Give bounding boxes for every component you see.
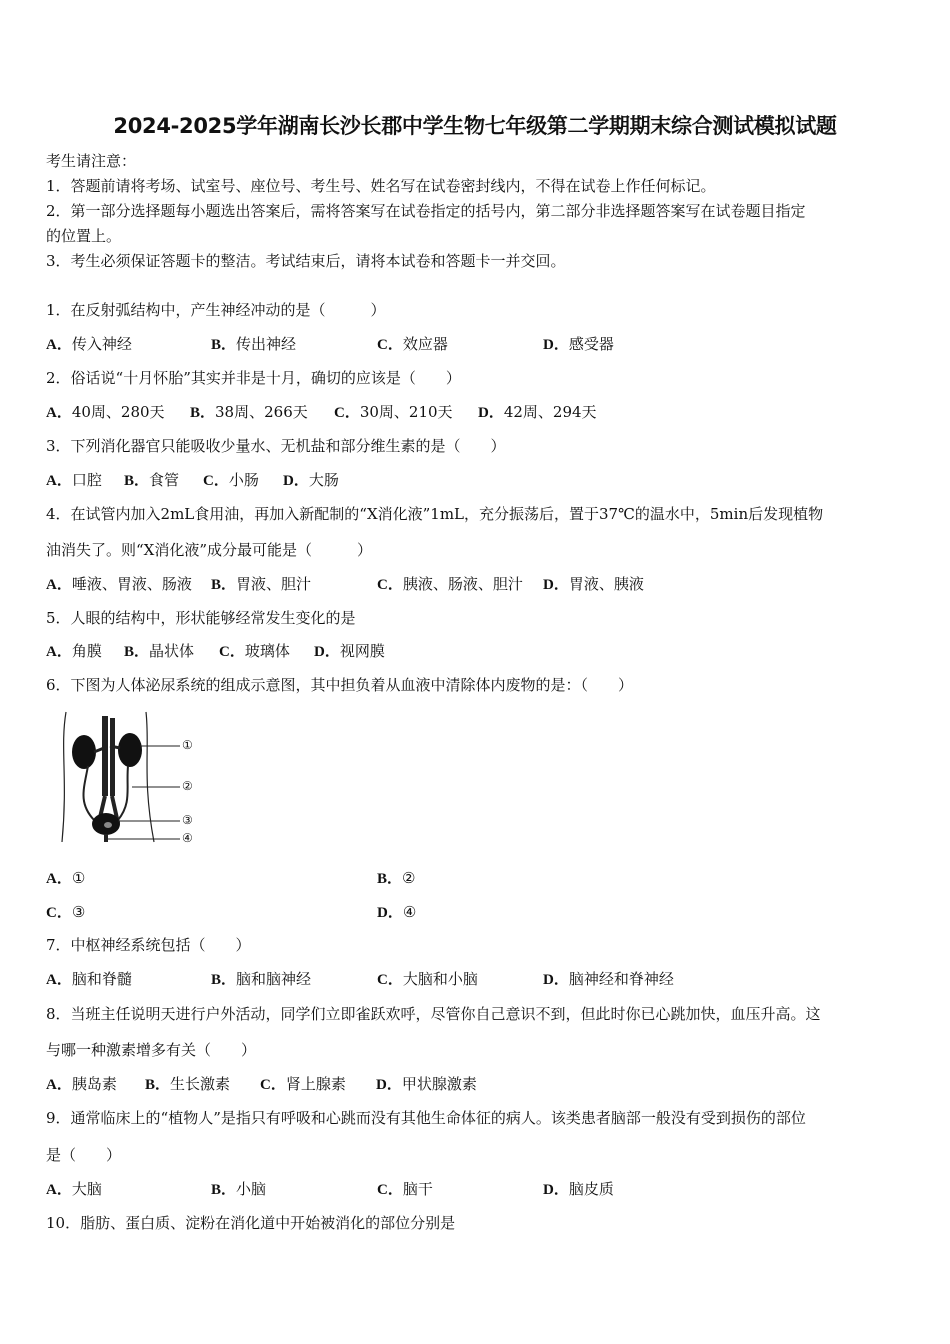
question-7-option-b[interactable] xyxy=(211,969,311,990)
question-4-option-d[interactable] xyxy=(543,574,644,595)
question-9-stem-cont: 是（ ） xyxy=(46,1146,122,1164)
urinary-system-diagram xyxy=(58,708,208,848)
question-9-option-d[interactable] xyxy=(543,1179,614,1200)
option-label: C． xyxy=(334,405,360,421)
question-5-stem: 5．人眼的结构中，形状能够经常发生变化的是 xyxy=(46,609,356,627)
option-label: B． xyxy=(124,644,150,660)
question-2-option-a[interactable] xyxy=(46,402,165,423)
option-label: C． xyxy=(377,337,403,353)
question-1-option-a[interactable] xyxy=(46,334,132,355)
option-label: B． xyxy=(124,473,150,489)
option-text: ④ xyxy=(402,903,417,921)
option-text: 感受器 xyxy=(568,335,614,353)
option-text: 唾液、胃液、肠液 xyxy=(71,575,192,593)
option-text: 食管 xyxy=(149,471,180,489)
option-text: 胰岛素 xyxy=(71,1075,117,1093)
option-text: ② xyxy=(402,869,416,887)
question-3-stem: 3．下列消化器官只能吸收少量水、无机盐和部分维生素的是（ ） xyxy=(46,437,506,455)
option-label: D． xyxy=(543,577,569,593)
option-text: 脑和脑神经 xyxy=(236,970,312,988)
question-6-stem: 6．下图为人体泌尿系统的组成示意图，其中担负着从血液中清除体内废物的是：（ ） xyxy=(46,676,634,694)
question-4-stem: 4．在试管内加入2mL食用油，再加入新配制的“X消化液”1mL，充分振荡后，置于37℃的温水中，5min后发现植物 xyxy=(46,505,824,523)
option-label: D． xyxy=(314,644,340,660)
urinary-system-illustration xyxy=(58,708,208,848)
option-label: B． xyxy=(211,972,237,988)
option-text: 大脑 xyxy=(71,1180,102,1198)
option-label: C． xyxy=(377,577,403,593)
option-label: A． xyxy=(46,473,72,489)
question-2-option-c[interactable] xyxy=(334,402,453,423)
exam-title: 2024-2025学年湖南长沙长郡中学生物七年级第二学期期末综合测试模拟试题 xyxy=(113,114,837,138)
option-text: 大肠 xyxy=(308,471,339,489)
option-text: 脑皮质 xyxy=(568,1180,614,1198)
option-label: C． xyxy=(46,905,72,921)
diagram-label-2: ② xyxy=(182,779,193,793)
question-6-option-a[interactable] xyxy=(46,868,85,889)
option-label: A． xyxy=(46,577,72,593)
option-text: 大脑和小脑 xyxy=(402,970,478,988)
option-text: 胃液、胆汁 xyxy=(236,575,312,593)
option-label: A． xyxy=(46,1077,72,1093)
question-7-stem: 7．中枢神经系统包括（ ） xyxy=(46,936,251,954)
option-text: 小肠 xyxy=(228,471,259,489)
option-label: C． xyxy=(377,972,403,988)
option-text: 玻璃体 xyxy=(244,642,290,660)
question-1-option-d[interactable] xyxy=(543,334,614,355)
question-8-option-d[interactable] xyxy=(376,1074,477,1095)
option-text: 30周、210天 xyxy=(359,403,453,421)
option-text: 40周、280天 xyxy=(71,403,165,421)
question-4-option-c[interactable] xyxy=(377,574,523,595)
question-4-option-b[interactable] xyxy=(211,574,311,595)
question-1-option-c[interactable] xyxy=(377,334,448,355)
question-1-stem: 1．在反射弧结构中，产生神经冲动的是（ ） xyxy=(46,301,386,319)
question-10-stem: 10．脂肪、蛋白质、淀粉在消化道中开始被消化的部位分别是 xyxy=(46,1214,456,1232)
option-label: B． xyxy=(211,577,237,593)
option-text: 视网膜 xyxy=(339,642,385,660)
option-label: D． xyxy=(543,1182,569,1198)
option-label: C． xyxy=(377,1182,403,1198)
option-label: D． xyxy=(376,1077,402,1093)
option-text: 胃液、胰液 xyxy=(568,575,644,593)
option-label: A． xyxy=(46,972,72,988)
diagram-label-1: ① xyxy=(182,738,193,752)
option-label: D． xyxy=(283,473,309,489)
option-label: C． xyxy=(203,473,229,489)
option-label: D． xyxy=(543,972,569,988)
question-8-option-a[interactable] xyxy=(46,1074,117,1095)
option-text: 脑干 xyxy=(402,1180,433,1198)
question-8-option-c[interactable] xyxy=(260,1074,346,1095)
option-label: A． xyxy=(46,644,72,660)
question-3-option-c[interactable] xyxy=(203,470,259,491)
option-label: B． xyxy=(145,1077,171,1093)
notice-item-1: 1．答题前请将考场、试室号、座位号、考生号、姓名写在试卷密封线内，不得在试卷上作任何标记。 xyxy=(46,177,716,195)
question-9-option-c[interactable] xyxy=(377,1179,433,1200)
option-label: B． xyxy=(211,1182,237,1198)
option-text: 胰液、肠液、胆汁 xyxy=(402,575,523,593)
option-text: 肾上腺素 xyxy=(285,1075,346,1093)
option-text: 小脑 xyxy=(236,1180,267,1198)
question-5-option-a[interactable] xyxy=(46,641,102,662)
option-text: ① xyxy=(71,869,86,887)
question-8-option-b[interactable] xyxy=(145,1074,230,1095)
question-5-option-d[interactable] xyxy=(314,641,385,662)
option-label: D． xyxy=(478,405,504,421)
option-text: 甲状腺激素 xyxy=(401,1075,477,1093)
option-label: D． xyxy=(543,337,569,353)
question-2-option-d[interactable] xyxy=(478,402,597,423)
question-9-stem: 9．通常临床上的“植物人”是指只有呼吸和心跳而没有其他生命体征的病人。该类患者脑部一般没有受到损伤的部位 xyxy=(46,1109,806,1127)
question-3-option-a[interactable] xyxy=(46,470,102,491)
option-text: 脑和脊髓 xyxy=(71,970,132,988)
option-text: 角膜 xyxy=(71,642,102,660)
question-7-option-a[interactable] xyxy=(46,969,132,990)
question-3-option-b[interactable] xyxy=(124,470,179,491)
option-label: C． xyxy=(260,1077,286,1093)
question-8-stem: 8．当班主任说明天进行户外活动，同学们立即雀跃欢呼，尽管你自己意识不到，但此时你已心跳加快，血压升高。这 xyxy=(46,1005,821,1023)
option-text: 效应器 xyxy=(402,335,448,353)
question-9-option-a[interactable] xyxy=(46,1179,102,1200)
option-label: D． xyxy=(377,905,403,921)
option-label: A． xyxy=(46,337,72,353)
question-6-option-d[interactable] xyxy=(377,902,416,923)
notice-item-2: 2．第一部分选择题每小题选出答案后，需将答案写在试卷指定的括号内，第二部分非选择题答案写在试卷题目指定 xyxy=(46,202,806,220)
option-label: B． xyxy=(211,337,237,353)
option-text: 传出神经 xyxy=(236,335,297,353)
option-label: A． xyxy=(46,1182,72,1198)
notice-heading: 考生请注意： xyxy=(46,152,137,170)
option-text: 口腔 xyxy=(71,471,102,489)
question-6-option-c[interactable] xyxy=(46,902,85,923)
option-label: B． xyxy=(190,405,216,421)
question-3-option-d[interactable] xyxy=(283,470,339,491)
question-7-option-c[interactable] xyxy=(377,969,478,990)
question-5-option-b[interactable] xyxy=(124,641,194,662)
diagram-label-4: ④ xyxy=(182,831,193,845)
question-6-option-b[interactable] xyxy=(377,868,415,889)
option-text: 脑神经和脊神经 xyxy=(568,970,674,988)
notice-item-2-cont: 的位置上。 xyxy=(46,227,122,245)
question-2-stem: 2．俗话说“十月怀胎”其实并非是十月，确切的应该是（ ） xyxy=(46,369,461,387)
question-4-stem-cont: 油消失了。则“X消化液”成分最可能是（ ） xyxy=(46,541,373,559)
option-text: 生长激素 xyxy=(170,1075,231,1093)
option-text: 晶状体 xyxy=(149,642,195,660)
question-7-option-d[interactable] xyxy=(543,969,674,990)
option-label: A． xyxy=(46,871,72,887)
option-label: A． xyxy=(46,405,72,421)
option-label: C． xyxy=(219,644,245,660)
question-2-option-b[interactable] xyxy=(190,402,308,423)
question-4-option-a[interactable] xyxy=(46,574,192,595)
question-9-option-b[interactable] xyxy=(211,1179,266,1200)
question-5-option-c[interactable] xyxy=(219,641,290,662)
option-text: 传入神经 xyxy=(71,335,132,353)
option-text: ③ xyxy=(71,903,86,921)
option-text: 42周、294天 xyxy=(503,403,597,421)
question-8-stem-cont: 与哪一种激素增多有关（ ） xyxy=(46,1041,257,1059)
notice-item-3: 3．考生必须保证答题卡的整洁。考试结束后，请将本试卷和答题卡一并交回。 xyxy=(46,252,566,270)
option-label: B． xyxy=(377,871,403,887)
option-text: 38周、266天 xyxy=(215,403,308,421)
diagram-label-3: ③ xyxy=(182,813,193,827)
question-1-option-b[interactable] xyxy=(211,334,296,355)
